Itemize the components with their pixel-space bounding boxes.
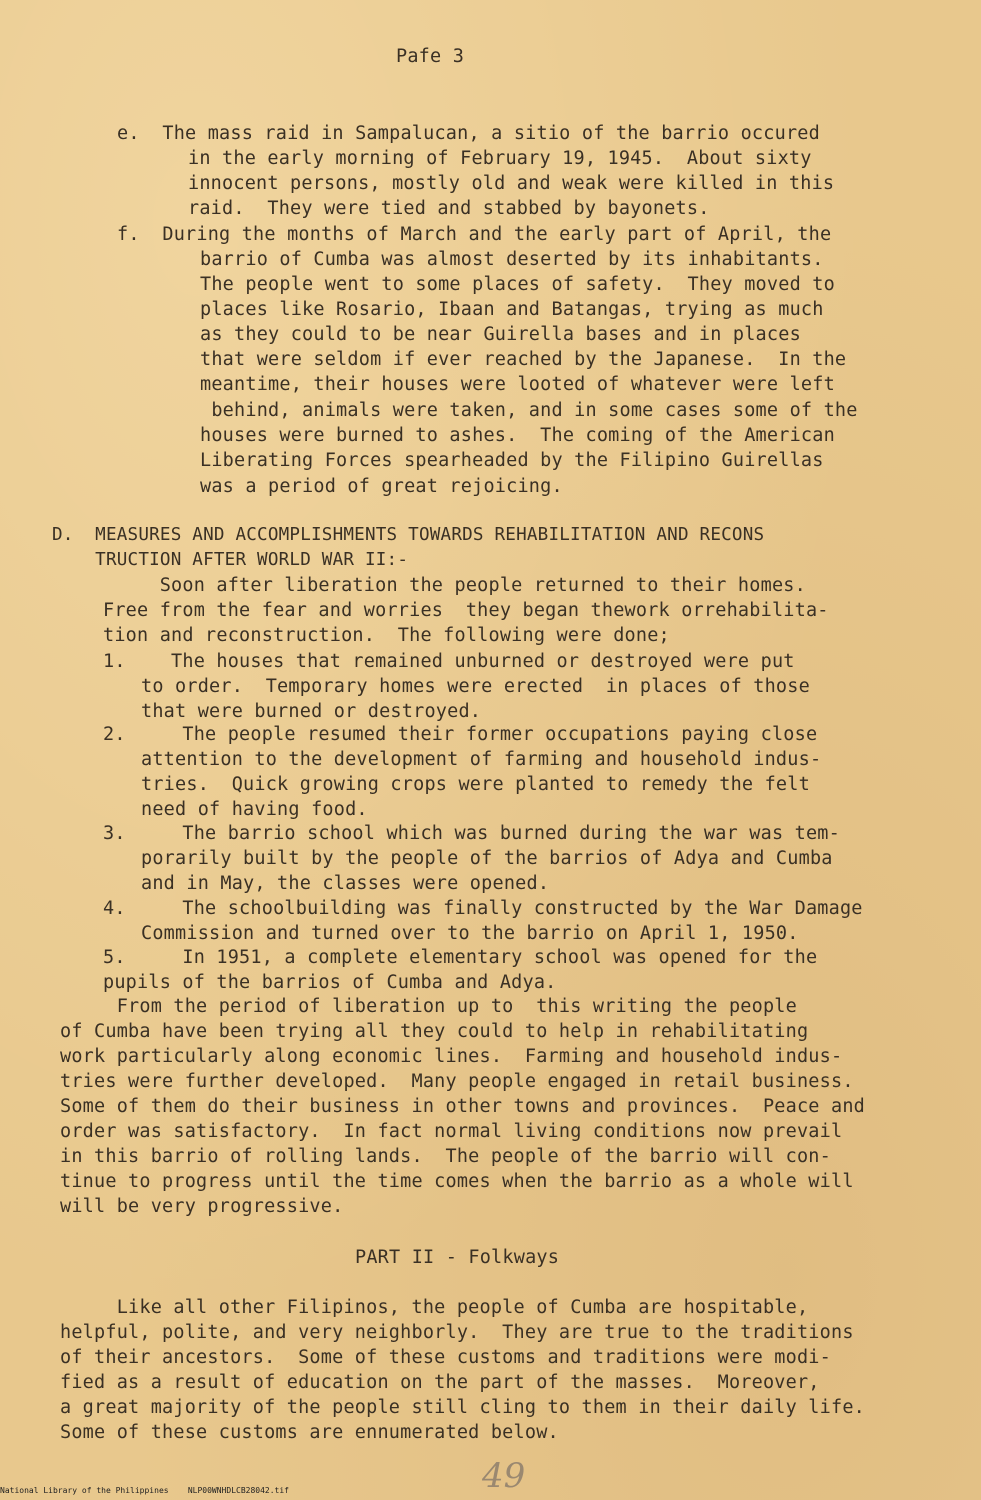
folkways-paragraph-line: Some of these customs are ennumerated below. [60,1422,559,1443]
item-f-line: f. During the months of March and the early part of April, the [117,224,832,245]
part-two-title: PART II - Folkways [355,1247,560,1268]
closing-paragraph-line: work particularly along economic lines. Farming and household indus- [60,1046,843,1067]
numbered-item-line: porarily built by the people of the barrios of Adya and Cumba [141,848,833,869]
closing-paragraph-line: will be very progressive. [60,1196,344,1217]
archive-footer: National Library of the Philippines NLP00WNHDLCB28042.tif [0,1486,289,1495]
numbered-item-line: 3. The barrio school which was burned during the war was tem- [103,823,840,844]
closing-paragraph-line: tries were further developed. Many people engaged in retail business. [60,1071,854,1092]
numbered-item-line: tries. Quick growing crops were planted to remedy the felt [141,774,810,795]
closing-paragraph-line: From the period of liberation up to this writing the people [60,996,797,1017]
item-f-line: behind, animals were taken, and in some cases some of the [200,400,858,421]
folkways-paragraph-line: Like all other Filipinos, the people of Cumba are hospitable, [60,1297,809,1318]
numbered-item-line: Commission and turned over to the barrio on April 1, 1950. [141,923,799,944]
section-d-intro-line: Soon after liberation the people returned to their homes. [103,575,806,596]
item-f-line: The people went to some places of safety. They moved to [200,274,835,295]
item-e-line: e. The mass raid in Sampalucan, a sitio of the barrio occured [117,123,820,144]
item-f-line: places like Rosario, Ibaan and Batangas, trying as much [200,299,824,320]
numbered-item-line: attention to the development of farming and household indus- [141,749,822,770]
numbered-item-line: pupils of the barrios of Cumba and Adya. [103,972,557,993]
section-d-intro-line: tion and reconstruction. The following were done; [103,625,670,646]
numbered-item-line: 5. In 1951, a complete elementary school was opened for the [103,947,818,968]
folkways-paragraph-line: of their ancestors. Some of these customs and traditions were modi- [60,1347,831,1368]
closing-paragraph-line: order was satisfactory. In fact normal living conditions now prevail [60,1121,843,1142]
handwritten-page-number: 49 [482,1456,526,1496]
item-f-line: that were seldom if ever reached by the Japanese. In the [200,349,847,370]
item-f-line: meantime, their houses were looted of whatever were left [200,374,835,395]
folkways-paragraph-line: a great majority of the people still cling to them in their daily life. [60,1397,865,1418]
item-f-line: was a period of great rejoicing. [200,476,563,497]
numbered-item-line: to order. Temporary homes were erected in places of those [141,676,810,697]
section-d-intro-line: Free from the fear and worries they began thework orrehabilita- [103,600,829,621]
item-e-line: raid. They were tied and stabbed by bayonets. [188,198,710,219]
item-e-line: in the early morning of February 19, 1945. About sixty [188,148,812,169]
item-f-line: as they could to be near Guirella bases and in places [200,324,801,345]
folkways-paragraph-line: helpful, polite, and very neighborly. They are true to the traditions [60,1322,854,1343]
numbered-item-line: 4. The schoolbuilding was finally constructed by the War Damage [103,898,863,919]
item-f-line: barrio of Cumba was almost deserted by its inhabitants. [200,249,824,270]
closing-paragraph-line: of Cumba have been trying all they could to help in rehabilitating [60,1021,809,1042]
section-d-heading: D. MEASURES AND ACCOMPLISHMENTS TOWARDS REHABILITATION AND RECONS [52,525,765,545]
folkways-paragraph-line: fied as a result of education on the part of the masses. Moreover, [60,1372,820,1393]
section-d-heading: TRUCTION AFTER WORLD WAR II:- [52,550,409,570]
numbered-item-line: that were burned or destroyed. [141,701,482,722]
numbered-item-line: 1. The houses that remained unburned or destroyed were put [103,651,795,672]
closing-paragraph-line: Some of them do their business in other towns and provinces. Peace and [60,1096,865,1117]
item-f-line: Liberating Forces spearheaded by the Filipino Guirellas [200,450,824,471]
item-e-line: innocent persons, mostly old and weak were killed in this [188,173,835,194]
closing-paragraph-line: in this barrio of rolling lands. The people of the barrio will con- [60,1146,831,1167]
page-header: Pafe 3 [396,46,465,67]
item-f-line: houses were burned to ashes. The coming of the American [200,425,835,446]
numbered-item-line: and in May, the classes were opened. [141,873,550,894]
closing-paragraph-line: tinue to progress until the time comes when the barrio as a whole will [60,1171,854,1192]
numbered-item-line: 2. The people resumed their former occupations paying close [103,724,818,745]
numbered-item-line: need of having food. [141,799,368,820]
